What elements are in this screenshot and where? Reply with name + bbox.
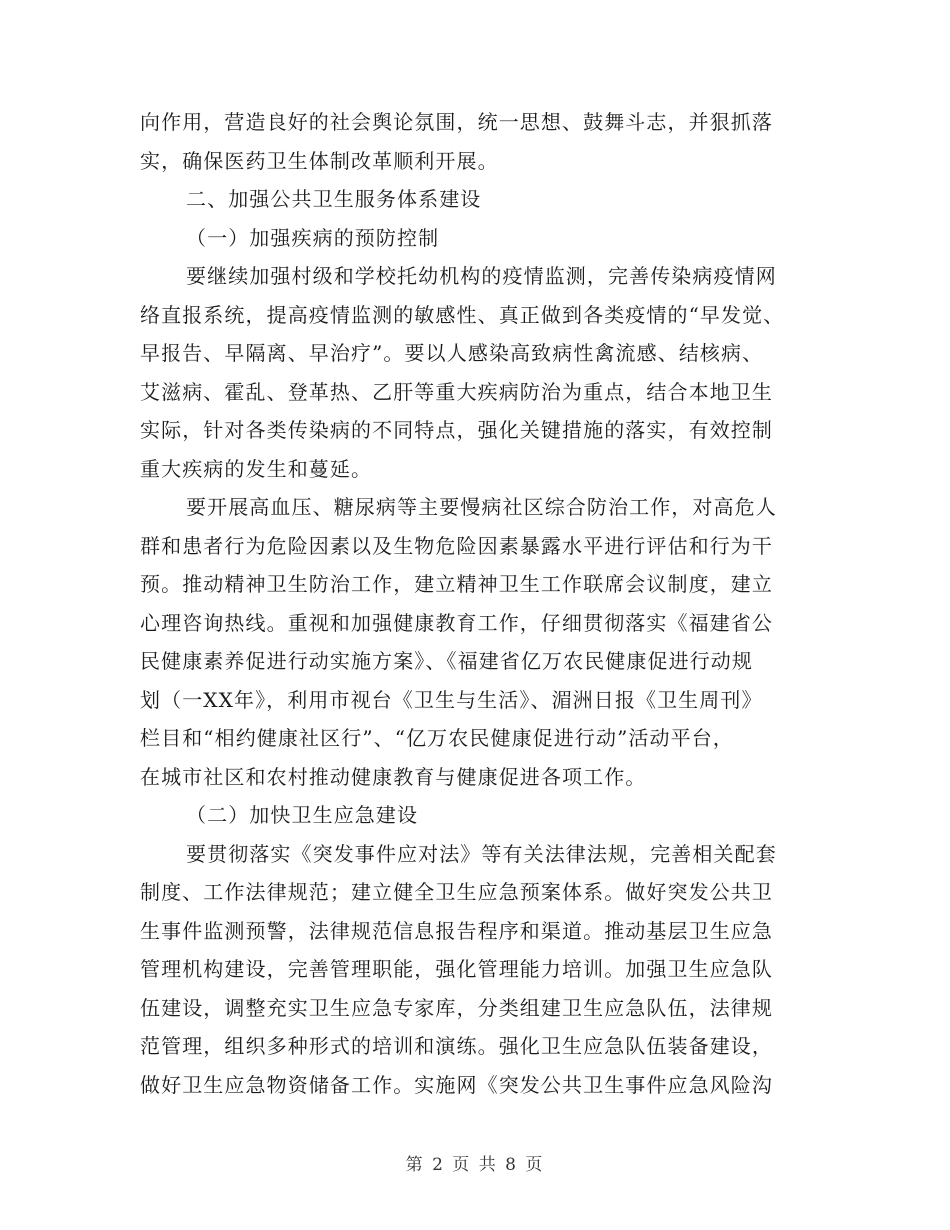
text-line: 伍建设，调整充实卫生应急专家库，分类组建卫生应急队伍，法律规: [140, 995, 773, 1020]
text-line: 重大疾病的发生和蔓延。: [140, 456, 373, 481]
text-line: 实际，针对各类传染病的不同特点，强化关键措施的落实，有效控制: [140, 418, 773, 442]
text-line: 心理咨询热线。重视和加强健康教育工作，仔细贯彻落实《福建省公: [140, 610, 773, 635]
text-line: 早报告、早隔离、早治疗”。要以人感染高致病性禽流感、结核病、: [140, 341, 764, 365]
text-line: 实，确保医药卫生体制改革顺利开展。: [140, 148, 499, 173]
text-line: 向作用，营造良好的社会舆论氛围，统一思想、鼓舞斗志，并狠抓落: [140, 110, 773, 134]
page-number-footer: 第 2 页 共 8 页: [405, 1155, 545, 1175]
text-line: 做好卫生应急物资储备工作。实施网《突发公共卫生事件应急风险沟: [140, 1072, 773, 1097]
section-heading: 二、加强公共卫生服务体系建设: [186, 187, 482, 211]
text-line: 制度、工作法律规范；建立健全卫生应急预案体系。做好突发公共卫: [140, 880, 773, 904]
text-line: 管理机构建设，完善管理职能，强化管理能力培训。加强卫生应急队: [140, 957, 773, 981]
text-line: 划（一XX年》，利用市视台《卫生与生活》、湄洲日报《卫生周刊》: [140, 687, 763, 712]
paragraph-start-line: 要开展高血压、糖尿病等主要慢病社区综合防治工作，对高危人: [186, 495, 777, 519]
paragraph-start-line: 要贯彻落实《突发事件应对法》等有关法律法规，完善相关配套: [186, 841, 777, 866]
document-body: [140, 103, 812, 1104]
subsection-heading: （二）加快卫生应急建设: [186, 803, 419, 827]
text-line: 在城市社区和农村推动健康教育与健康促进各项工作。: [140, 764, 647, 789]
text-line: 栏目和“相约健康社区行”、“亿万农民健康促进行动”活动平台，: [140, 726, 734, 750]
text-line: 生事件监测预警，法律规范信息报告程序和渠道。推动基层卫生应急: [140, 918, 773, 943]
text-line: 范管理，组织多种形式的培训和演练。强化卫生应急队伍装备建设，: [140, 1034, 773, 1058]
text-line: 络直报系统，提高疫情监测的敏感性、真正做到各类疫情的“早发觉、: [140, 302, 785, 327]
text-line: 预。推动精神卫生防治工作，建立精神卫生工作联席会议制度，建立: [140, 572, 773, 596]
subsection-heading: （一）加强疾病的预防控制: [186, 225, 440, 250]
paragraph-start-line: 要继续加强村级和学校托幼机构的疫情监测，完善传染病疫情网: [186, 264, 777, 288]
text-line: 民健康素养促进行动实施方案》、《福建省亿万农民健康促进行动规: [140, 649, 753, 673]
text-line: 艾滋病、霍乱、登革热、乙肝等重大疾病防治为重点，结合本地卫生: [140, 379, 773, 404]
text-line: 群和患者行为危险因素以及生物危险因素暴露水平进行评估和行为干: [140, 533, 773, 558]
